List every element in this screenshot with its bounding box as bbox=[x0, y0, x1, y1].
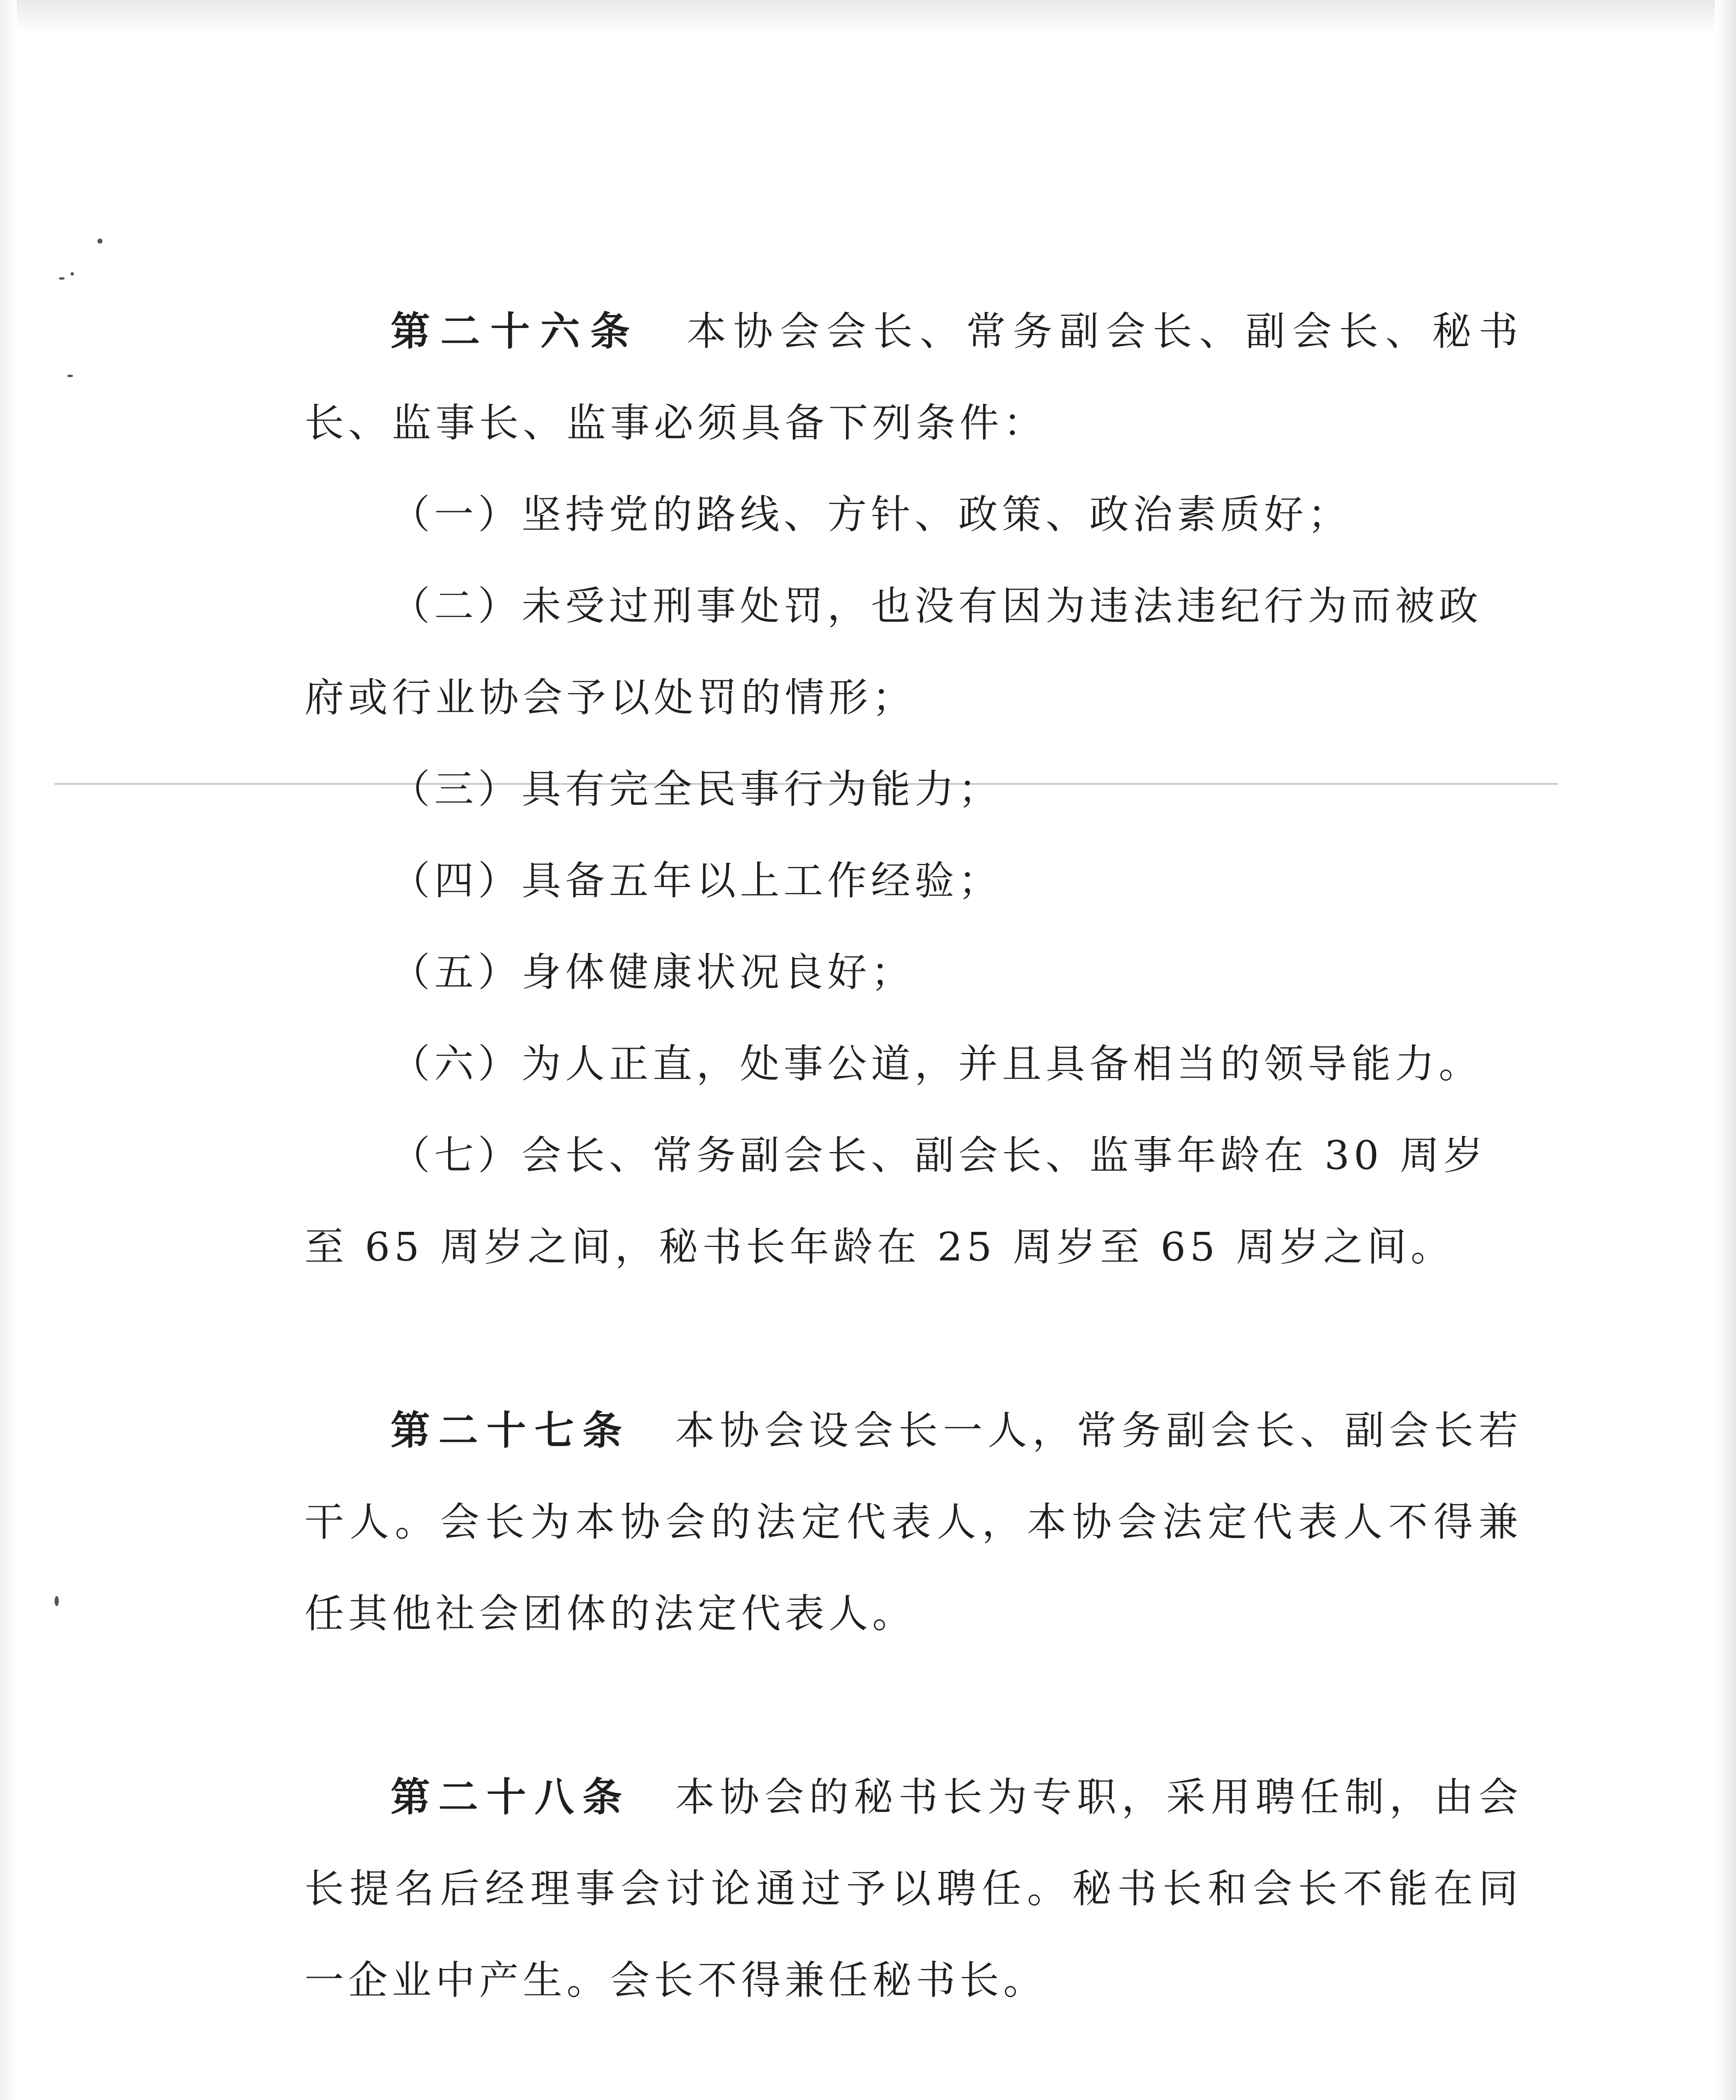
article-26-item-3: （三）具有完全民事行为能力； bbox=[391, 766, 1002, 812]
article-28 bbox=[304, 1751, 1522, 2026]
article-28-number: 第二十八条 bbox=[391, 1774, 631, 1820]
article-26-item-2: （二）未受过刑事处罚，也没有因为违法违纪行为而被政府或行业协会予以处罚的情形； bbox=[304, 583, 1483, 721]
article-26-text: 本协会会长、常务副会长、副会长、秘书长、监事长、监事必须具备下列条件： bbox=[304, 309, 1522, 446]
article-27-text: 本协会设会长一人，常务副会长、副会长若干人。会长为本协会的法定代表人，本协会法定代表人不得兼任其他社会团体的法定代表人。 bbox=[304, 1408, 1522, 1637]
article-26-item-1: （一）坚持党的路线、方针、政策、政治素质好； bbox=[391, 492, 1352, 538]
paragraph-gap bbox=[304, 1293, 1522, 1385]
paragraph-gap bbox=[304, 2026, 1522, 2100]
scan-speck bbox=[67, 375, 73, 377]
article-26-item-5: （五）身体健康状况良好； bbox=[391, 950, 915, 995]
scan-speck bbox=[59, 277, 65, 280]
article-26 bbox=[304, 286, 1522, 469]
scan-speck bbox=[71, 272, 74, 276]
article-26-item-4: （四）具备五年以上工作经验； bbox=[391, 858, 1002, 904]
article-26-item-6: （六）为人正直，处事公道，并且具备相当的领导能力。 bbox=[391, 1041, 1483, 1087]
article-26-item-7: （七）会长、常务副会长、副会长、监事年龄在 30 周岁至 65 周岁之间，秘书长年龄在 25 周岁至 65 周岁之间。 bbox=[304, 1133, 1487, 1270]
article-26-number: 第二十六条 bbox=[391, 308, 640, 354]
article-28-text: 本协会的秘书长为专职，采用聘任制，由会长提名后经理事会讨论通过予以聘任。秘书长和会长不能在同一企业中产生。会长不得兼任秘书长。 bbox=[304, 1774, 1522, 2003]
scan-edge-right bbox=[1715, 0, 1736, 2100]
article-27 bbox=[304, 1385, 1522, 1660]
scan-edge-top bbox=[0, 0, 1736, 34]
scan-speck bbox=[97, 239, 102, 244]
document-body bbox=[304, 286, 1522, 2100]
article-27-number: 第二十七条 bbox=[391, 1407, 631, 1454]
scan-speck bbox=[55, 1596, 59, 1606]
scan-edge-left bbox=[0, 0, 17, 2100]
paragraph-gap bbox=[304, 1660, 1522, 1751]
